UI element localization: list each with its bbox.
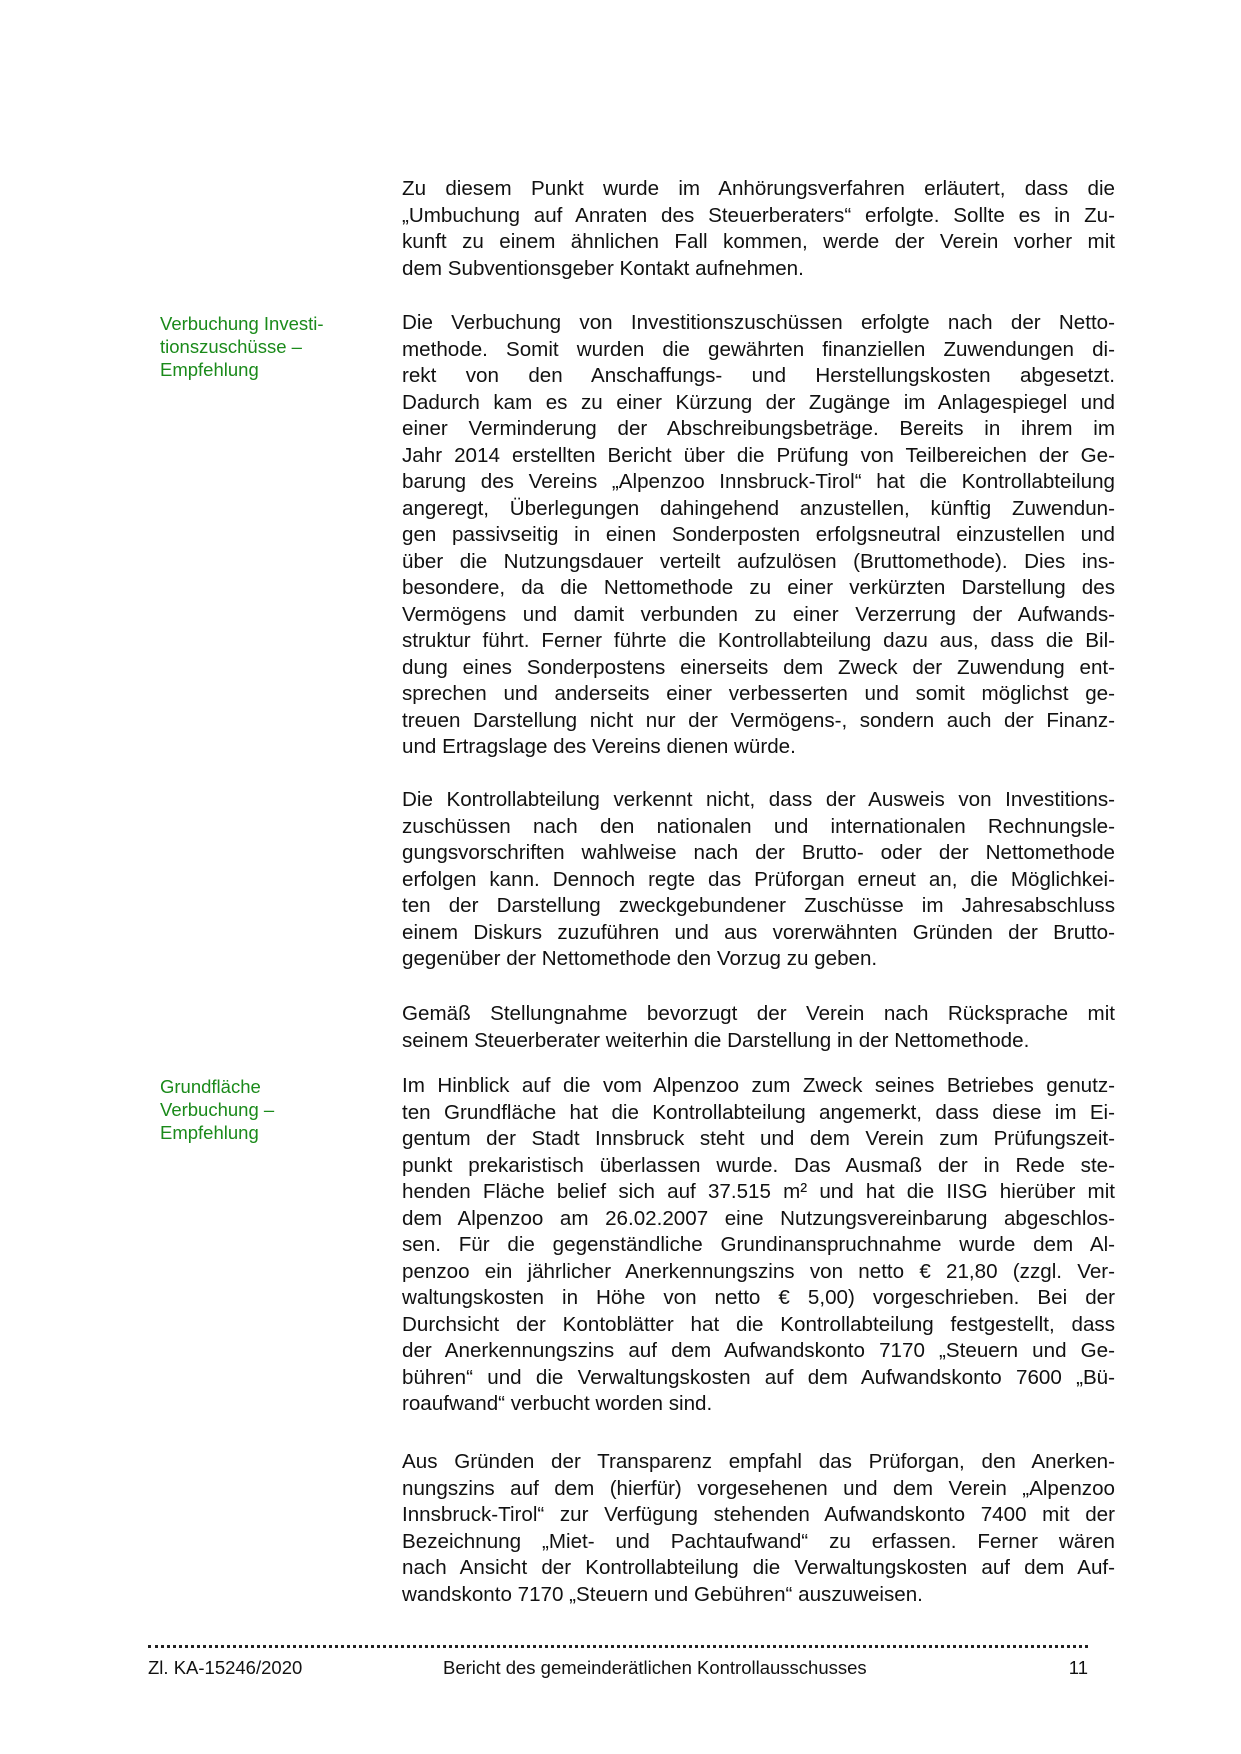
text-line: struktur führt. Ferner führte die Kontrollabteilung dazu aus, dass die Bil- xyxy=(402,629,1115,652)
text-line: punkt prekaristisch überlassen wurde. Das Ausmaß der in Rede ste- xyxy=(402,1153,1115,1177)
text-line: Im Hinblick auf die vom Alpenzoo zum Zweck seines Betriebes genutz- xyxy=(402,1074,1115,1097)
text-line: methode. Somit wurden die gewährten finanziellen Zuwendungen di- xyxy=(402,337,1115,361)
margin-label-line: tionszuschüsse – xyxy=(160,336,302,357)
page-number: 11 xyxy=(1068,1657,1088,1678)
text-line: zuschüssen nach den nationalen und internationalen Rechnungsle- xyxy=(402,814,1115,838)
text-line: gen passivseitig in einen Sonderposten erfolgsneutral einzustellen und xyxy=(402,523,1115,546)
text-line: gentum der Stadt Innsbruck steht und dem Verein zum Prüfungszeit- xyxy=(402,1127,1115,1150)
text-line: bühren“ und die Verwaltungskosten auf dem Aufwandskonto 7600 „Bü- xyxy=(402,1365,1115,1389)
text-line: barung des Vereins „Alpenzoo Innsbruck-Tirol“ hat die Kontrollabteilung xyxy=(402,470,1115,493)
footer-report-title: Bericht des gemeinderätlichen Kontrollausschusses xyxy=(443,1657,867,1678)
text-line: über die Nutzungsdauer verteilt aufzulösen (Bruttomethode). Dies ins- xyxy=(402,549,1115,573)
text-line: angeregt, Überlegungen dahingehend anzustellen, künftig Zuwendun- xyxy=(402,496,1115,520)
text-line: treuen Darstellung nicht nur der Vermögens-, sondern auch der Finanz- xyxy=(402,708,1115,732)
margin-label-line: Verbuchung – xyxy=(160,1099,275,1120)
text-line: henden Fläche belief sich auf 37.515 m² und hat die IISG hierüber mit xyxy=(402,1180,1115,1203)
paragraph-hearing-explanation xyxy=(402,176,1115,282)
text-line: rekt von den Anschaffungs- und Herstellungskosten abgesetzt. xyxy=(402,364,1115,387)
text-line: roaufwand“ verbucht worden sind. xyxy=(402,1392,713,1415)
margin-label-land-area xyxy=(160,1075,360,1144)
text-line: „Umbuchung auf Anraten des Steuerberaters“ erfolgte. Sollte es in Zu- xyxy=(402,203,1115,227)
page-footer xyxy=(148,1656,1088,1680)
footer-reference-number: Zl. KA-15246/2020 xyxy=(148,1657,303,1678)
footer-dotted-rule xyxy=(148,1645,1088,1648)
paragraph-transparency-recommendation xyxy=(402,1449,1115,1608)
text-line: dung eines Sonderpostens einerseits dem Zweck der Zuwendung ent- xyxy=(402,655,1115,679)
text-line: ten Grundfläche hat die Kontrollabteilung angemerkt, dass diese im Ei- xyxy=(402,1100,1115,1124)
margin-label-line: Verbuchung Investi- xyxy=(160,313,324,334)
text-line: kunft zu einem ähnlichen Fall kommen, werde der Verein vorher mit xyxy=(402,230,1115,253)
text-line: Bezeichnung „Miet- und Pachtaufwand“ zu erfassen. Ferner wären xyxy=(402,1529,1115,1553)
margin-label-investment-subsidies xyxy=(160,312,360,381)
text-line: Durchsicht der Kontoblätter hat die Kontrollabteilung festgestellt, dass xyxy=(402,1312,1115,1336)
paragraph-net-method xyxy=(402,310,1115,761)
text-line: Die Verbuchung von Investitionszuschüssen erfolgte nach der Netto- xyxy=(402,311,1115,334)
text-line: gungsvorschriften wahlweise nach der Brutto- oder der Nettomethode xyxy=(402,841,1115,864)
text-line: sen. Für die gegenständliche Grundinanspruchnahme wurde dem Al- xyxy=(402,1233,1115,1256)
text-line: penzoo ein jährlicher Anerkennungszins von netto € 21,80 (zzgl. Ver- xyxy=(402,1259,1115,1283)
text-line: einer Verminderung der Abschreibungsbeträge. Bereits in ihrem im xyxy=(402,417,1115,440)
margin-label-line: Empfehlung xyxy=(160,1122,259,1143)
text-line: ten der Darstellung zweckgebundener Zuschüsse im Jahresabschluss xyxy=(402,894,1115,917)
text-line: besondere, da die Nettomethode zu einer verkürzten Darstellung des xyxy=(402,576,1115,599)
text-line: der Anerkennungszins auf dem Aufwandskonto 7170 „Steuern und Ge- xyxy=(402,1339,1115,1362)
margin-label-line: Empfehlung xyxy=(160,359,259,380)
paragraph-statement xyxy=(402,1001,1115,1054)
text-line: Innsbruck-Tirol“ zur Verfügung stehenden Aufwandskonto 7400 mit der xyxy=(402,1503,1115,1526)
text-line: Aus Gründen der Transparenz empfahl das Prüforgan, den Anerken- xyxy=(402,1450,1115,1473)
text-line: nungszins auf dem (hierfür) vorgesehenen und dem Verein „Alpenzoo xyxy=(402,1476,1115,1500)
text-line: Zu diesem Punkt wurde im Anhörungsverfahren erläutert, dass die xyxy=(402,177,1115,200)
text-line: wandskonto 7170 „Steuern und Gebühren“ auszuweisen. xyxy=(402,1582,923,1606)
text-line: dem Alpenzoo am 26.02.2007 eine Nutzungsvereinbarung abgeschlos- xyxy=(402,1206,1115,1230)
text-line: einem Diskurs zuzuführen und aus vorerwähnten Gründen der Brutto- xyxy=(402,920,1115,944)
text-line: Die Kontrollabteilung verkennt nicht, dass der Ausweis von Investitions- xyxy=(402,788,1115,811)
text-line: und Ertragslage des Vereins dienen würde. xyxy=(402,735,796,758)
text-line: Gemäß Stellungnahme bevorzugt der Verein nach Rücksprache mit xyxy=(402,1002,1115,1025)
paragraph-land-area xyxy=(402,1073,1115,1418)
text-line: seinem Steuerberater weiterhin die Darstellung in der Nettomethode. xyxy=(402,1028,1030,1052)
text-line: Dadurch kam es zu einer Kürzung der Zugänge im Anlagespiegel und xyxy=(402,390,1115,414)
text-line: nach Ansicht der Kontrollabteilung die Verwaltungskosten auf dem Auf- xyxy=(402,1556,1115,1579)
text-line: erfolgen kann. Dennoch regte das Prüforgan erneut an, die Möglichkei- xyxy=(402,867,1115,891)
text-line: sprechen und anderseits einer verbesserten und somit möglichst ge- xyxy=(402,682,1115,705)
text-line: dem Subventionsgeber Kontakt aufnehmen. xyxy=(402,256,804,280)
text-line: Vermögens und damit verbunden zu einer Verzerrung der Aufwands- xyxy=(402,602,1115,626)
text-line: waltungskosten in Höhe von netto € 5,00) vorgeschrieben. Bei der xyxy=(402,1286,1115,1309)
paragraph-gross-vs-net xyxy=(402,787,1115,973)
text-line: gegenüber der Nettomethode den Vorzug zu geben. xyxy=(402,947,878,970)
text-line: Jahr 2014 erstellten Bericht über die Prüfung von Teilbereichen der Ge- xyxy=(402,443,1115,467)
margin-label-line: Grundfläche xyxy=(160,1076,261,1097)
